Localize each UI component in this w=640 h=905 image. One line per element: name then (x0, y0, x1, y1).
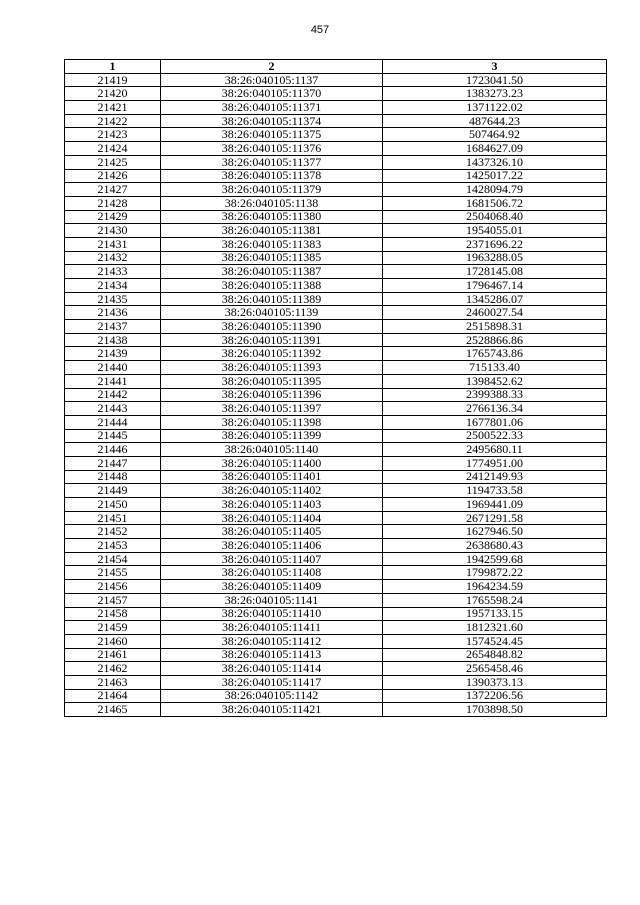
row-number-cell: 21441 (65, 374, 161, 388)
cadastral-number-cell: 38:26:040105:11391 (161, 333, 383, 347)
table-row (65, 155, 607, 169)
cadastral-number-cell: 38:26:040105:11414 (161, 662, 383, 676)
value-cell: 1969441.09 (383, 498, 607, 512)
row-number-cell: 21424 (65, 142, 161, 156)
row-number-cell: 21454 (65, 552, 161, 566)
value-cell: 2766136.34 (383, 402, 607, 416)
cadastral-number-cell: 38:26:040105:1139 (161, 306, 383, 320)
row-number-cell: 21423 (65, 128, 161, 142)
table-row (65, 73, 607, 87)
row-number-cell: 21447 (65, 456, 161, 470)
value-cell: 2460027.54 (383, 306, 607, 320)
value-cell: 1390373.13 (383, 675, 607, 689)
value-cell: 2500522.33 (383, 429, 607, 443)
cadastral-number-cell: 38:26:040105:11397 (161, 402, 383, 416)
cadastral-number-cell: 38:26:040105:11402 (161, 484, 383, 498)
cadastral-number-cell: 38:26:040105:11398 (161, 415, 383, 429)
row-number-cell: 21452 (65, 525, 161, 539)
cadastral-number-cell: 38:26:040105:11408 (161, 566, 383, 580)
value-cell: 1437326.10 (383, 155, 607, 169)
cadastral-number-cell: 38:26:040105:11380 (161, 210, 383, 224)
table-row (65, 456, 607, 470)
value-cell: 2504068.40 (383, 210, 607, 224)
table-row (65, 292, 607, 306)
row-number-cell: 21440 (65, 361, 161, 375)
table-row (65, 128, 607, 142)
cadastral-number-cell: 38:26:040105:11421 (161, 703, 383, 717)
value-cell: 2412149.93 (383, 470, 607, 484)
table-row (65, 169, 607, 183)
cadastral-number-cell: 38:26:040105:1140 (161, 443, 383, 457)
row-number-cell: 21436 (65, 306, 161, 320)
cadastral-number-cell: 38:26:040105:11383 (161, 237, 383, 251)
row-number-cell: 21461 (65, 648, 161, 662)
value-cell: 1428094.79 (383, 183, 607, 197)
table-row (65, 511, 607, 525)
value-cell: 487644.23 (383, 114, 607, 128)
cadastral-number-cell: 38:26:040105:1142 (161, 689, 383, 703)
table-row (65, 443, 607, 457)
row-number-cell: 21429 (65, 210, 161, 224)
cadastral-number-cell: 38:26:040105:11407 (161, 552, 383, 566)
register-table (64, 59, 607, 717)
table-body (65, 73, 607, 716)
row-number-cell: 21446 (65, 443, 161, 457)
cadastral-number-cell: 38:26:040105:11390 (161, 320, 383, 334)
table-row (65, 251, 607, 265)
table-row (65, 675, 607, 689)
table-row (65, 470, 607, 484)
row-number-cell: 21422 (65, 114, 161, 128)
cadastral-number-cell: 38:26:040105:11376 (161, 142, 383, 156)
row-number-cell: 21442 (65, 388, 161, 402)
cadastral-number-cell: 38:26:040105:1138 (161, 196, 383, 210)
row-number-cell: 21450 (65, 498, 161, 512)
table-row (65, 224, 607, 238)
cadastral-number-cell: 38:26:040105:11388 (161, 279, 383, 293)
row-number-cell: 21462 (65, 662, 161, 676)
value-cell: 2515898.31 (383, 320, 607, 334)
row-number-cell: 21428 (65, 196, 161, 210)
table-row (65, 388, 607, 402)
value-cell: 1371122.02 (383, 101, 607, 115)
value-cell: 1383273.23 (383, 87, 607, 101)
row-number-cell: 21451 (65, 511, 161, 525)
table-row (65, 648, 607, 662)
table-row (65, 525, 607, 539)
cadastral-number-cell: 38:26:040105:11400 (161, 456, 383, 470)
table-row (65, 347, 607, 361)
table-row (65, 333, 607, 347)
cadastral-number-cell: 38:26:040105:11410 (161, 607, 383, 621)
value-cell: 1345286.07 (383, 292, 607, 306)
cadastral-number-cell: 38:26:040105:11374 (161, 114, 383, 128)
column-header-3: 3 (383, 60, 607, 74)
cadastral-number-cell: 38:26:040105:11411 (161, 621, 383, 635)
row-number-cell: 21453 (65, 539, 161, 553)
table-row (65, 484, 607, 498)
table-row (65, 320, 607, 334)
value-cell: 1964234.59 (383, 580, 607, 594)
table-row (65, 415, 607, 429)
cadastral-number-cell: 38:26:040105:11413 (161, 648, 383, 662)
cadastral-number-cell: 38:26:040105:11409 (161, 580, 383, 594)
value-cell: 1681506.72 (383, 196, 607, 210)
column-header-1: 1 (65, 60, 161, 74)
row-number-cell: 21458 (65, 607, 161, 621)
cadastral-number-cell: 38:26:040105:11387 (161, 265, 383, 279)
row-number-cell: 21420 (65, 87, 161, 101)
cadastral-number-cell: 38:26:040105:11370 (161, 87, 383, 101)
row-number-cell: 21430 (65, 224, 161, 238)
value-cell: 2495680.11 (383, 443, 607, 457)
value-cell: 2399388.33 (383, 388, 607, 402)
row-number-cell: 21444 (65, 415, 161, 429)
value-cell: 1963288.05 (383, 251, 607, 265)
value-cell: 1765743.86 (383, 347, 607, 361)
table-row (65, 279, 607, 293)
table-row (65, 580, 607, 594)
value-cell: 1627946.50 (383, 525, 607, 539)
row-number-cell: 21425 (65, 155, 161, 169)
value-cell: 2371696.22 (383, 237, 607, 251)
value-cell: 2528866.86 (383, 333, 607, 347)
table-row (65, 621, 607, 635)
table-row (65, 402, 607, 416)
table-row (65, 374, 607, 388)
value-cell: 1765598.24 (383, 593, 607, 607)
table-row (65, 306, 607, 320)
value-cell: 1812321.60 (383, 621, 607, 635)
row-number-cell: 21435 (65, 292, 161, 306)
table-row (65, 183, 607, 197)
table-row (65, 265, 607, 279)
table-row (65, 87, 607, 101)
cadastral-number-cell: 38:26:040105:1141 (161, 593, 383, 607)
column-header-2: 2 (161, 60, 383, 74)
value-cell: 1194733.58 (383, 484, 607, 498)
cadastral-number-cell: 38:26:040105:11371 (161, 101, 383, 115)
row-number-cell: 21459 (65, 621, 161, 635)
table-row (65, 114, 607, 128)
row-number-cell: 21464 (65, 689, 161, 703)
row-number-cell: 21437 (65, 320, 161, 334)
table-row (65, 361, 607, 375)
row-number-cell: 21455 (65, 566, 161, 580)
cadastral-number-cell: 38:26:040105:11403 (161, 498, 383, 512)
cadastral-number-cell: 38:26:040105:1137 (161, 73, 383, 87)
table-header (65, 60, 607, 74)
table-row (65, 634, 607, 648)
row-number-cell: 21438 (65, 333, 161, 347)
row-number-cell: 21427 (65, 183, 161, 197)
cadastral-number-cell: 38:26:040105:11399 (161, 429, 383, 443)
cadastral-number-cell: 38:26:040105:11404 (161, 511, 383, 525)
table-row (65, 196, 607, 210)
row-number-cell: 21445 (65, 429, 161, 443)
table-row (65, 142, 607, 156)
cadastral-number-cell: 38:26:040105:11406 (161, 539, 383, 553)
value-cell: 1425017.22 (383, 169, 607, 183)
cadastral-number-cell: 38:26:040105:11417 (161, 675, 383, 689)
row-number-cell: 21432 (65, 251, 161, 265)
cadastral-number-cell: 38:26:040105:11375 (161, 128, 383, 142)
row-number-cell: 21439 (65, 347, 161, 361)
row-number-cell: 21465 (65, 703, 161, 717)
row-number-cell: 21460 (65, 634, 161, 648)
value-cell: 1954055.01 (383, 224, 607, 238)
row-number-cell: 21456 (65, 580, 161, 594)
value-cell: 1398452.62 (383, 374, 607, 388)
cadastral-number-cell: 38:26:040105:11379 (161, 183, 383, 197)
cadastral-number-cell: 38:26:040105:11396 (161, 388, 383, 402)
cadastral-number-cell: 38:26:040105:11405 (161, 525, 383, 539)
table-row (65, 539, 607, 553)
row-number-cell: 21434 (65, 279, 161, 293)
table-row (65, 498, 607, 512)
table-row (65, 689, 607, 703)
value-cell: 1799872.22 (383, 566, 607, 580)
table-row (65, 703, 607, 717)
header-row (65, 60, 607, 74)
cadastral-number-cell: 38:26:040105:11392 (161, 347, 383, 361)
value-cell: 2654848.82 (383, 648, 607, 662)
cadastral-number-cell: 38:26:040105:11389 (161, 292, 383, 306)
value-cell: 2638680.43 (383, 539, 607, 553)
row-number-cell: 21419 (65, 73, 161, 87)
table-row (65, 101, 607, 115)
table-row (65, 662, 607, 676)
value-cell: 1796467.14 (383, 279, 607, 293)
cadastral-number-cell: 38:26:040105:11401 (161, 470, 383, 484)
value-cell: 715133.40 (383, 361, 607, 375)
cadastral-number-cell: 38:26:040105:11377 (161, 155, 383, 169)
value-cell: 1684627.09 (383, 142, 607, 156)
cadastral-number-cell: 38:26:040105:11381 (161, 224, 383, 238)
row-number-cell: 21448 (65, 470, 161, 484)
table-row (65, 210, 607, 224)
table-row (65, 429, 607, 443)
row-number-cell: 21421 (65, 101, 161, 115)
row-number-cell: 21433 (65, 265, 161, 279)
value-cell: 1677801.06 (383, 415, 607, 429)
value-cell: 1372206.56 (383, 689, 607, 703)
cadastral-number-cell: 38:26:040105:11395 (161, 374, 383, 388)
value-cell: 1574524.45 (383, 634, 607, 648)
value-cell: 1957133.15 (383, 607, 607, 621)
table-row (65, 566, 607, 580)
page-number: 457 (310, 24, 330, 36)
row-number-cell: 21431 (65, 237, 161, 251)
table-row (65, 607, 607, 621)
row-number-cell: 21449 (65, 484, 161, 498)
value-cell: 1703898.50 (383, 703, 607, 717)
cadastral-number-cell: 38:26:040105:11412 (161, 634, 383, 648)
value-cell: 1942599.68 (383, 552, 607, 566)
row-number-cell: 21443 (65, 402, 161, 416)
table-row (65, 237, 607, 251)
row-number-cell: 21426 (65, 169, 161, 183)
value-cell: 1723041.50 (383, 73, 607, 87)
value-cell: 2565458.46 (383, 662, 607, 676)
table-row (65, 552, 607, 566)
value-cell: 1728145.08 (383, 265, 607, 279)
cadastral-number-cell: 38:26:040105:11393 (161, 361, 383, 375)
value-cell: 1774951.00 (383, 456, 607, 470)
row-number-cell: 21457 (65, 593, 161, 607)
value-cell: 2671291.58 (383, 511, 607, 525)
row-number-cell: 21463 (65, 675, 161, 689)
table-row (65, 593, 607, 607)
cadastral-number-cell: 38:26:040105:11385 (161, 251, 383, 265)
cadastral-number-cell: 38:26:040105:11378 (161, 169, 383, 183)
value-cell: 507464.92 (383, 128, 607, 142)
